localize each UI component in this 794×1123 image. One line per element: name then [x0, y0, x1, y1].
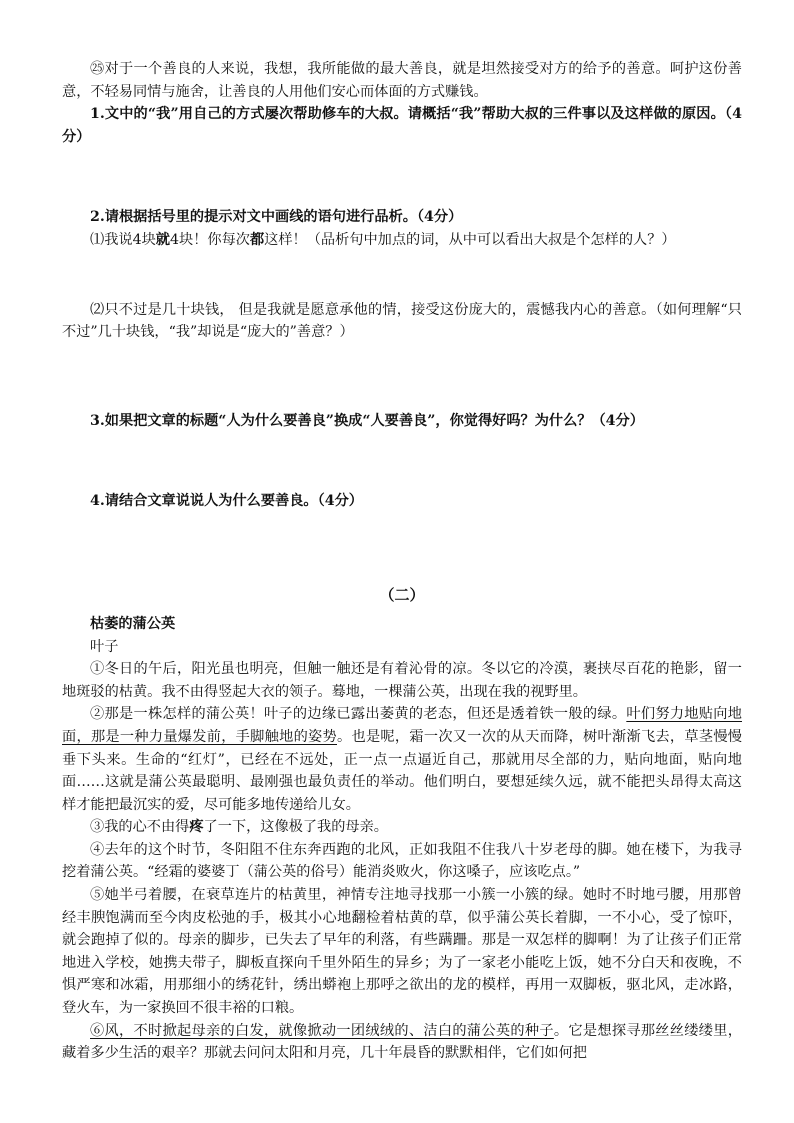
q2-1-dotted-word-dou: 都 — [249, 231, 265, 248]
p3-text-a: ③我的心不由得 — [90, 819, 190, 836]
section-heading: （二） — [379, 585, 425, 604]
article-author: 叶子 — [90, 638, 119, 655]
article-title: 枯萎的蒲公英 — [90, 615, 176, 632]
p6-underlined-sentence: ⑥风，不时掀起母亲的白发，就像掀动一团绒绒的、洁白的蒲公英的种子 — [90, 1022, 554, 1039]
p3-text-c: 了一下，这像极了我的母亲。 — [203, 819, 388, 836]
paragraph-5: ⑤她半弓着腰，在衰草连片的枯黄里，神情专注地寻找那一小簇一小簇的绿。她时不时地弓腰，用那曾经丰腴饱满而至今肉皮松弛的手，极其小心地翻检着枯黄的草，似乎蒲公英长着脚，一不小心，受了惊吓，就会跑掉了似的。母亲的脚步，已失去了早年的利落，有些蹒跚。那是一双怎样的脚啊！为了让孩子们正常地进入学校，她携夫带子，脚板直探向千里外陌生的异乡；为了一家老小能吃上饭，她不分白天和夜晚，不惧严寒和冰霜，用那细小的绣花针，绣出蟒袍上那呼之欲出的龙的模样，再用一双脚板，驱北风，走冰路，登火车，为一家换回不很丰裕的口粮。 — [62, 887, 742, 1017]
paragraph-2 — [62, 703, 742, 816]
paragraph-3 — [62, 816, 742, 839]
question-1: 1.文中的“我”用自己的方式屡次帮助修车的大叔。请概括“我”帮助大叔的三件事以及这样做的原因。（4分） — [62, 106, 742, 145]
p2-text-b: 。也是呢，霜一次又一次的从天而降，树叶渐渐飞去，草茎慢慢垂下头来。生命的“红灯”，已经在不远处，正一点一点逼近自己，那就用尽全部的力，贴向地面，贴向地面……这就是蒲公英最聪明、最刚强也最负责任的举动。他们明白，要想延续久远，就不能把头昂得太高这样才能把最沉实的爱，尽可能多地传递给儿女。 — [62, 728, 742, 813]
question-4: 4.请结合文章说说人为什么要善良。（4分） — [90, 493, 363, 510]
paragraph-1: ①冬日的午后，阳光虽也明亮，但触一触还是有着沁骨的凉。冬以它的冷漠，裹挟尽百花的艳影，留一地斑驳的枯黄。我不由得竖起大衣的领子。蓦地，一棵蒲公英，出现在我的视野里。 — [62, 661, 742, 700]
question-2-part-2: ⑵只不过是几十块钱， 但是我就是愿意承他的情，接受这份庞大的，震憾我内心的善意。（如何理解“只不过”几十块钱，“我”却说是“庞大的”善意？） — [62, 301, 742, 341]
document-page — [62, 58, 742, 1065]
p2-text-a: ②那是一株怎样的蒲公英！叶子的边缘已露出萎黄的老态，但还是透着铁一般的绿。 — [90, 706, 627, 723]
paragraph-6 — [62, 1020, 742, 1065]
q2-1-dotted-word-jiu: 就 — [155, 231, 170, 248]
q2-1-text-c: 4块！你每次 — [169, 231, 250, 248]
p3-bold-word: 疼 — [189, 819, 204, 836]
p2-underlined-sentence: 叶们努力地贴向地面，那是一种力量爆发前，手脚触地的姿势 — [62, 706, 742, 745]
question-2: 2.请根据括号里的提示对文中画线的语句进行品析。（4分） — [90, 209, 463, 226]
q2-1-text-e: 这样！（品析句中加点的词，从中可以看出大叔是个怎样的人？） — [264, 231, 676, 248]
question-2-part-1 — [62, 229, 742, 252]
p6-text-b: 。它是想探寻那丝丝缕缕里，藏着多少生活的艰辛？那就去问问太阳和月亮，几十年晨昏的默默相伴，它们如何把 — [62, 1022, 742, 1062]
question-3: 3.如果把文章的标题“人为什么要善良”换成“人要善良”，你觉得好吗？为什么？（4分） — [90, 412, 644, 429]
q2-1-text-a: ⑴我说4块 — [90, 231, 156, 248]
paragraph-25: ㉕对于一个善良的人来说，我想，我所能做的最大善良，就是坦然接受对方的给予的善意。呵护这份善意，不轻易同情与施舍，让善良的人用他们安心而体面的方式赚钱。 — [62, 61, 742, 100]
paragraph-4: ④去年的这个时节，冬阳阻不住东奔西跑的北风，正如我阻不住我八十岁老母的脚。她在楼下，为我寻挖着蒲公英。“经霜的婆婆丁（蒲公英的俗号）能消炎败火，你这嗓子，应该吃点。” — [62, 841, 742, 881]
